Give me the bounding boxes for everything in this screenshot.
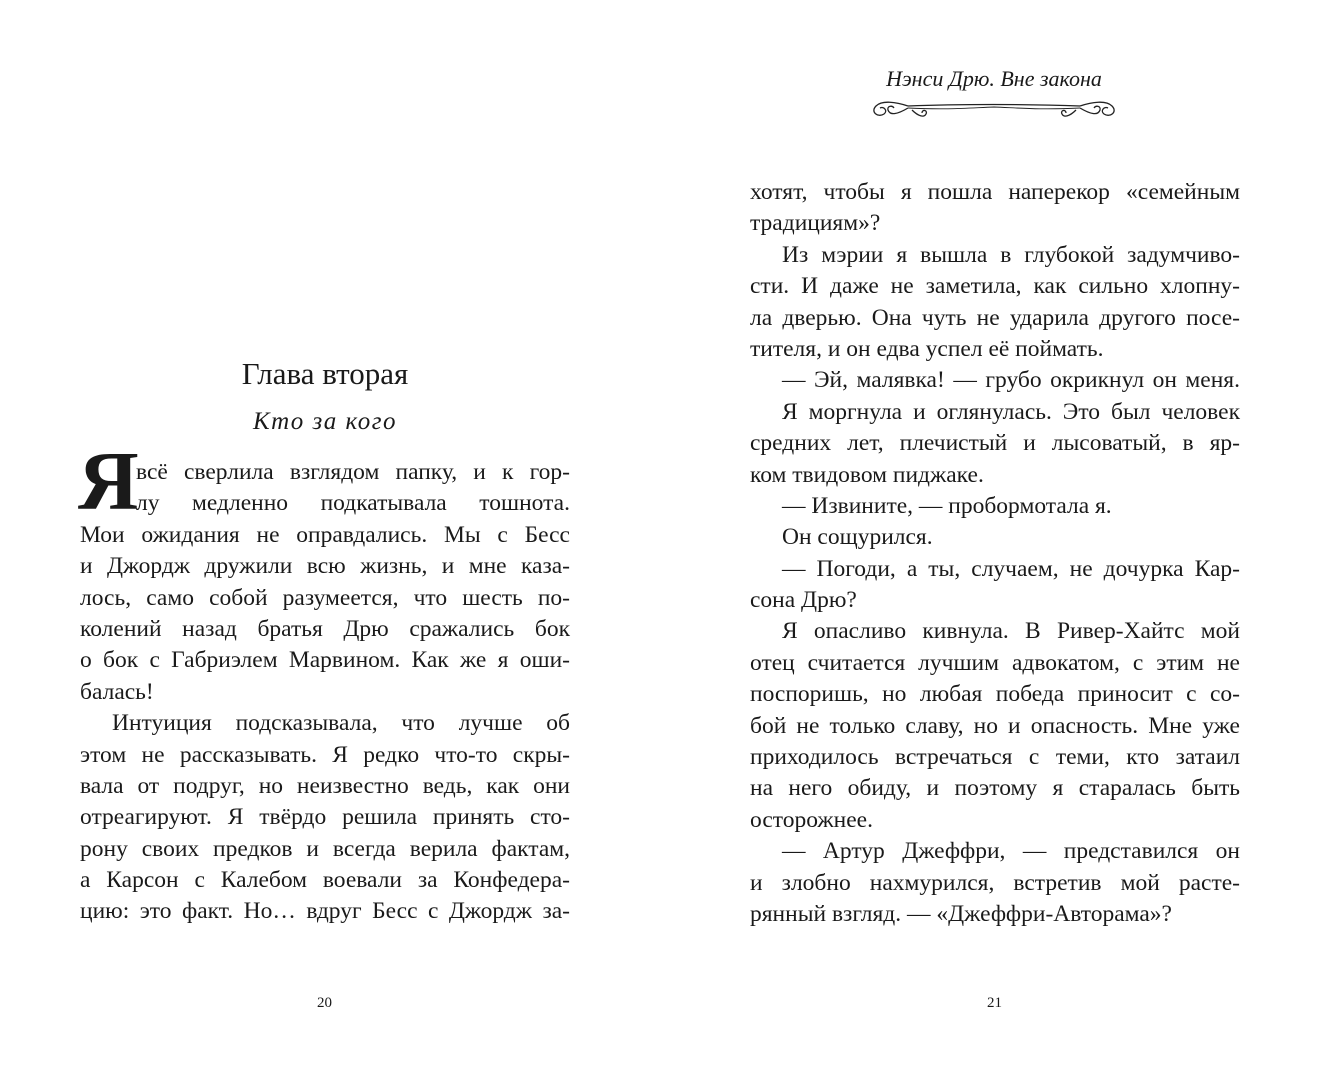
text-line: Из мэрии я вышла в глубокой задумчиво- bbox=[782, 241, 1240, 268]
text-line: осторожнее. bbox=[750, 806, 873, 833]
text-line: и Джордж дружили всю жизнь, и мне каза- bbox=[80, 553, 570, 580]
right-page bbox=[664, 0, 1328, 1080]
chapter-subtitle: Кто за кого bbox=[253, 408, 397, 435]
text-line: бой не только славу, но и опасность. Мне уже bbox=[750, 712, 1240, 739]
text-line: сона Дрю? bbox=[750, 587, 857, 614]
text-line: на него обиду, и поэтому я старалась быть bbox=[750, 775, 1240, 802]
text-line: о бок с Габриэлем Марвином. Как же я оши- bbox=[80, 647, 570, 674]
right-body-text bbox=[750, 177, 1240, 930]
text-line: рянный взгляд. — «Джеффри-Авторама»? bbox=[750, 900, 1172, 927]
text-line: тителя, и он едва успел её поймать. bbox=[750, 335, 1104, 362]
text-line: вала от подруг, но неизвестно ведь, как они bbox=[80, 772, 570, 799]
text-line: ла дверью. Она чуть не ударила другого посе- bbox=[750, 304, 1240, 331]
text-line: приходилось встречаться с теми, кто затаил bbox=[750, 744, 1240, 771]
page-number-left: 20 bbox=[317, 995, 332, 1011]
text-line: хотят, чтобы я пошла наперекор «семейным bbox=[750, 179, 1240, 205]
text-line: колений назад братья Дрю сражались бок bbox=[80, 615, 570, 642]
text-line: отец считается лучшим адвокатом, с этим не bbox=[750, 649, 1240, 676]
text-line: ком твидовом пиджаке. bbox=[750, 461, 984, 488]
text-line: всё сверлила взглядом папку, и к гор- bbox=[136, 459, 570, 485]
text-line: лось, само собой разумеется, что шесть по- bbox=[80, 584, 570, 611]
text-line: и злобно нахмурился, встретив мой расте- bbox=[750, 869, 1240, 896]
text-line: — Извините, — пробормотала я. bbox=[782, 492, 1112, 519]
text-line: Интуиция подсказывала, что лучше об bbox=[112, 710, 570, 737]
text-line: Я моргнула и оглянулась. Это был человек bbox=[782, 398, 1240, 425]
drop-cap: Я bbox=[78, 435, 139, 528]
ornament-flourish-icon bbox=[868, 94, 1120, 124]
text-line: Он сощурился. bbox=[782, 524, 933, 551]
text-line: сти. И даже не заметила, как сильно хлопну- bbox=[750, 273, 1240, 300]
text-line: а Карсон с Калебом воевали за Конфедера- bbox=[80, 867, 570, 894]
text-line: — Артур Джеффри, — представился он bbox=[782, 838, 1240, 865]
text-line: этом не рассказывать. Я редко что-то скры- bbox=[80, 741, 570, 768]
text-line: поспоришь, но любая победа приносит с со- bbox=[750, 681, 1240, 708]
text-line: отреагируют. Я твёрдо решила принять сто- bbox=[80, 804, 570, 831]
text-line: балась! bbox=[80, 678, 154, 705]
text-line: — Эй, малявка! — грубо окрикнул он меня. bbox=[782, 367, 1240, 394]
text-line: рону своих предков и всегда верила фактам, bbox=[80, 835, 570, 862]
page-number-right: 21 bbox=[987, 995, 1002, 1011]
text-line: цию: это факт. Но… вдруг Бесс с Джордж за- bbox=[80, 898, 570, 925]
text-line: традициям»? bbox=[750, 210, 881, 237]
text-line: лу медленно подкатывала тошнота. bbox=[136, 490, 570, 517]
running-head: Нэнси Дрю. Вне закона bbox=[886, 66, 1102, 91]
text-line: — Погоди, а ты, случаем, не дочурка Кар- bbox=[782, 555, 1240, 582]
text-line: средних лет, плечистый и лысоватый, в яр- bbox=[750, 430, 1240, 457]
text-line: Мои ожидания не оправдались. Мы с Бесс bbox=[80, 521, 570, 548]
chapter-title: Глава вторая bbox=[241, 356, 409, 391]
left-body-text bbox=[80, 457, 570, 928]
text-line: Я опасливо кивнула. В Ривер-Хайтс мой bbox=[782, 618, 1240, 645]
